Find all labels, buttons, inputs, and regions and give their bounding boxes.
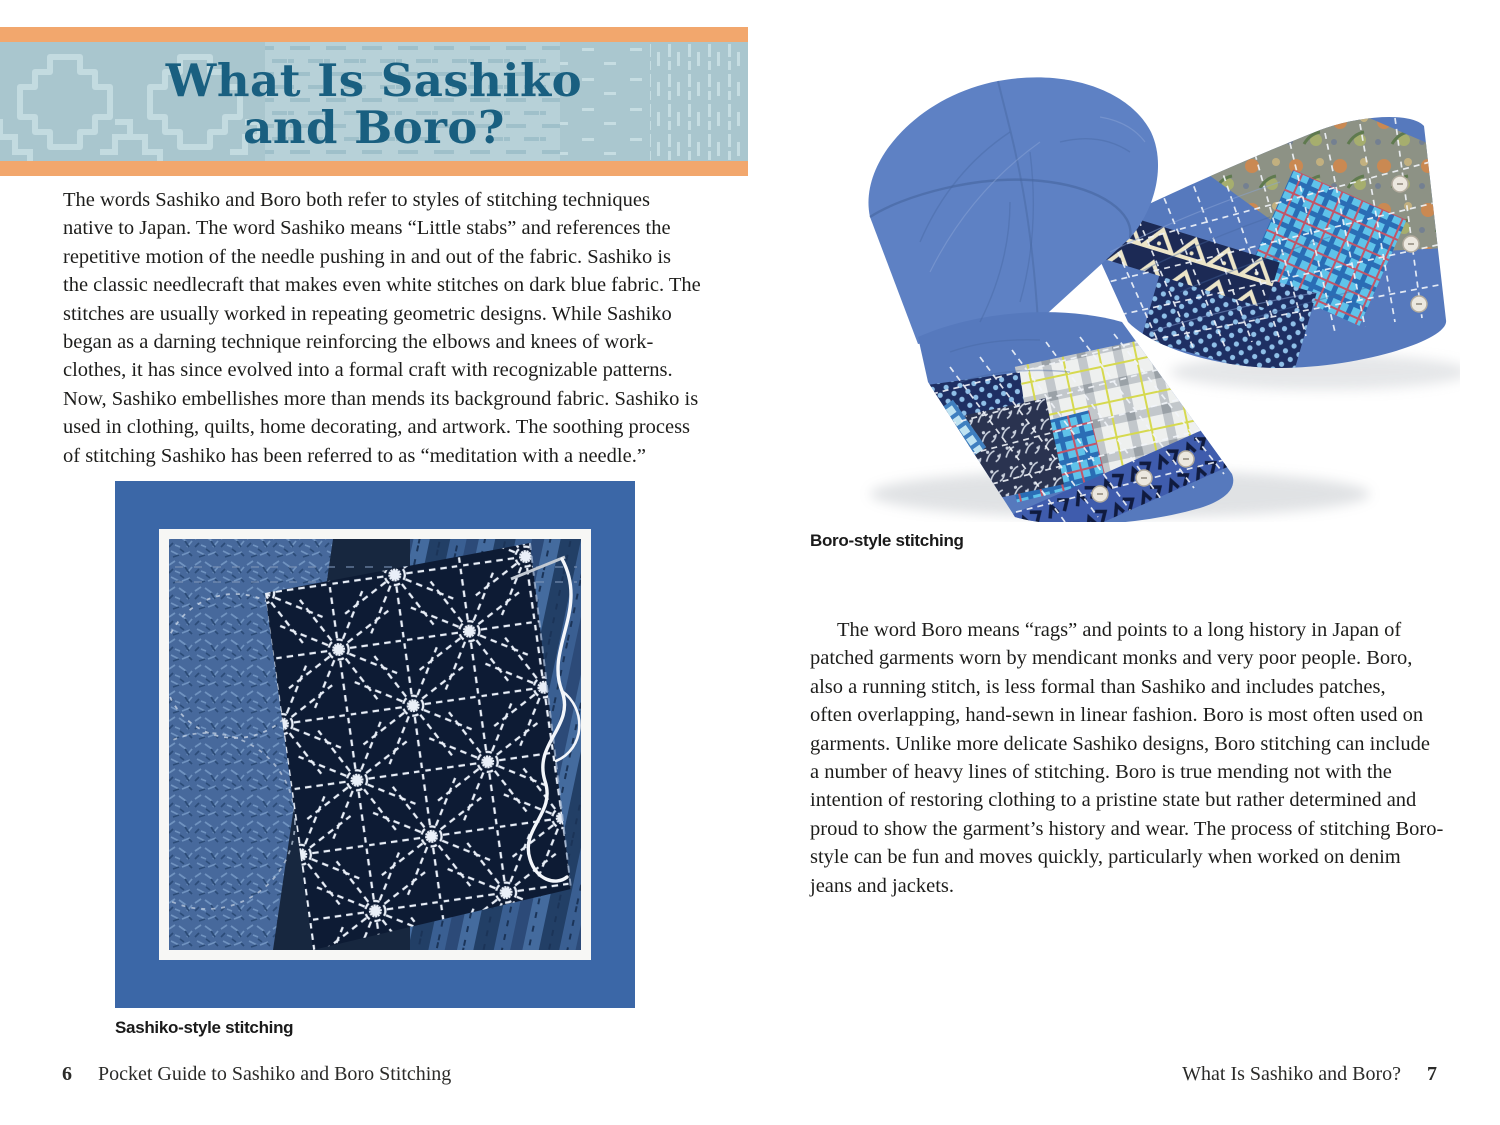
left-page-paragraph (63, 186, 701, 470)
banner-orange-bar-top (0, 27, 748, 42)
body-line: used in clothing, quilts, home decorating, and artwork. The soothing process (63, 416, 691, 439)
body-line: The words Sashiko and Boro both refer to styles of stitching techniques (63, 189, 650, 211)
banner-orange-bar-bottom (0, 161, 748, 176)
left-page-number: 6 (62, 1063, 72, 1085)
body-line: of stitching Sashiko has been referred to as “meditation with a needle.” (63, 444, 646, 467)
body-line: style can be fun and moves quickly, particularly when worked on denim (810, 846, 1401, 869)
body-line: patched garments worn by mendicant monks and very poor people. Boro, (810, 647, 1413, 670)
book-title: Pocket Guide to Sashiko and Boro Stitching (98, 1063, 452, 1085)
boro-scarf-photo (800, 22, 1460, 522)
boro-photo-caption: Boro-style stitching (810, 531, 964, 550)
scarf-fold (868, 77, 1158, 344)
right-page-footer (1182, 1063, 1437, 1086)
body-line: native to Japan. The word Sashiko means “Little stabs” and references the (63, 217, 671, 240)
page-title-line2: and Boro? (243, 101, 505, 154)
sashiko-photo-caption: Sashiko-style stitching (115, 1018, 294, 1037)
body-line: also a running stitch, is less formal than Sashiko and includes patches, (810, 675, 1386, 698)
right-page-paragraph (810, 616, 1443, 900)
body-line: Now, Sashiko embellishes more than mends its background fabric. Sashiko is (63, 387, 699, 410)
body-line: clothes, it has since evolved into a formal craft with recognizable patterns. (63, 359, 673, 382)
page-title (0, 54, 748, 154)
sashiko-sampler-photo (115, 481, 635, 1008)
photo-fabric-content (119, 539, 581, 950)
body-line: the classic needlecraft that makes even white stitches on dark blue fabric. The (63, 274, 701, 297)
body-line: stitches are usually worked in repeating geometric designs. While Sashiko (63, 302, 672, 325)
right-page-number: 7 (1427, 1063, 1437, 1085)
body-line: repetitive motion of the needle pushing in and out of the fabric. Sashiko is (63, 245, 672, 268)
left-page-footer (62, 1063, 451, 1086)
body-line: jeans and jackets. (810, 874, 955, 897)
body-line: garments. Unlike more delicate Sashiko designs, Boro stitching can include (810, 732, 1430, 755)
chapter-title-banner (0, 27, 748, 176)
body-line: The word Boro means “rags” and points to a long history in Japan of (837, 619, 1402, 641)
body-line: proud to show the garment’s history and wear. The process of stitching Boro- (810, 817, 1444, 840)
body-line: began as a darning technique reinforcing the elbows and knees of work- (63, 330, 654, 353)
body-line: intention of restoring clothing to a pristine state but rather determined and (810, 789, 1417, 812)
body-line: a number of heavy lines of stitching. Boro is true mending not with the (810, 760, 1392, 783)
body-line: often overlapping, hand-sewn in linear fashion. Boro is most often used on (810, 704, 1424, 727)
sashiko-star-panel (265, 543, 571, 950)
chapter-title: What Is Sashiko and Boro? (1182, 1063, 1401, 1085)
page-title-line1: What Is Sashiko (165, 54, 583, 107)
